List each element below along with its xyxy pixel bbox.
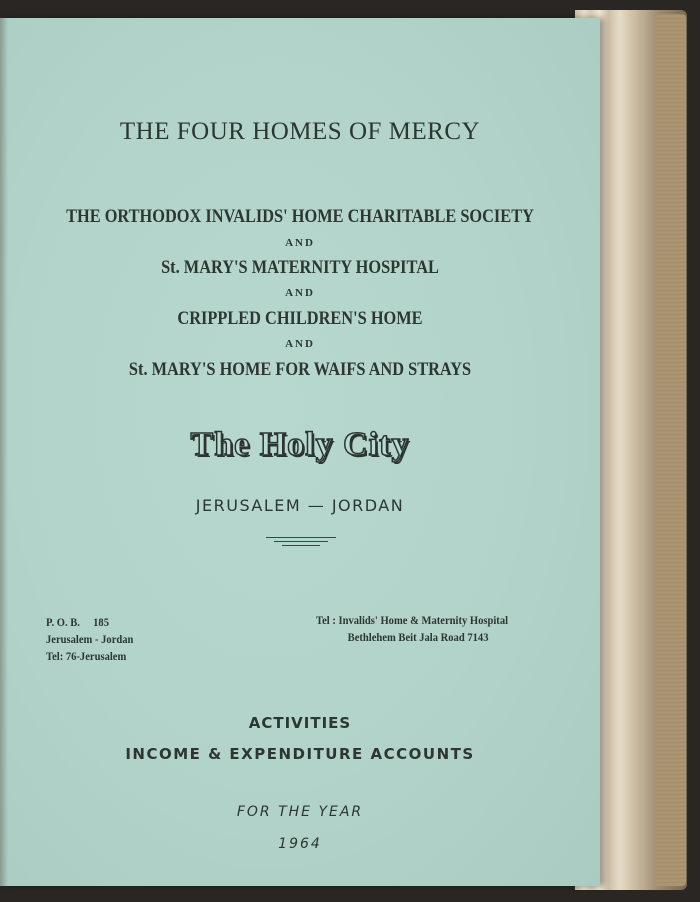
accounts-heading: INCOME & EXPENDITURE ACCOUNTS [125,745,475,763]
telephone-left: Tel: 76-Jerusalem [46,649,127,663]
pob-line: P. O. B. 185 [46,615,109,629]
address-line: Jerusalem - Jordan [46,632,134,646]
for-the-year-label: FOR THE YEAR [236,804,364,820]
and-separator-2: AND [285,287,315,299]
telephone-right-line-2: Bethlehem Beit Jala Road 7143 [347,630,489,644]
title-page [0,18,600,886]
page-title: THE FOUR HOMES OF MERCY [119,118,481,145]
telephone-contact-block [316,612,508,646]
institution-line-3: CRIPPLED CHILDREN'S HOME [177,308,423,329]
decorative-rule-middle [274,541,328,542]
activities-heading: ACTIVITIES [248,714,352,732]
decorative-rule-top [266,537,336,538]
institution-line-2: St. MARY'S MATERNITY HOSPITAL [161,257,439,278]
report-year: 1964 [278,836,322,852]
location-line: JERUSALEM — JORDAN [195,496,405,515]
and-separator-3: AND [285,338,315,350]
decorative-rule-bottom [282,545,320,546]
institution-line-4: St. MARY'S HOME FOR WAIFS AND STRAYS [128,359,472,380]
telephone-right-line-1: Tel : Invalids' Home & Maternity Hospital [316,613,509,627]
book-cover-spine [656,14,686,886]
institution-line-1: THE ORTHODOX INVALIDS' HOME CHARITABLE SOCIETY [66,206,534,227]
and-separator-1: AND [285,237,315,249]
holy-city-title: The Holy City [190,426,410,463]
page-gutter-shadow [0,18,8,886]
postal-contact-block [46,614,133,665]
